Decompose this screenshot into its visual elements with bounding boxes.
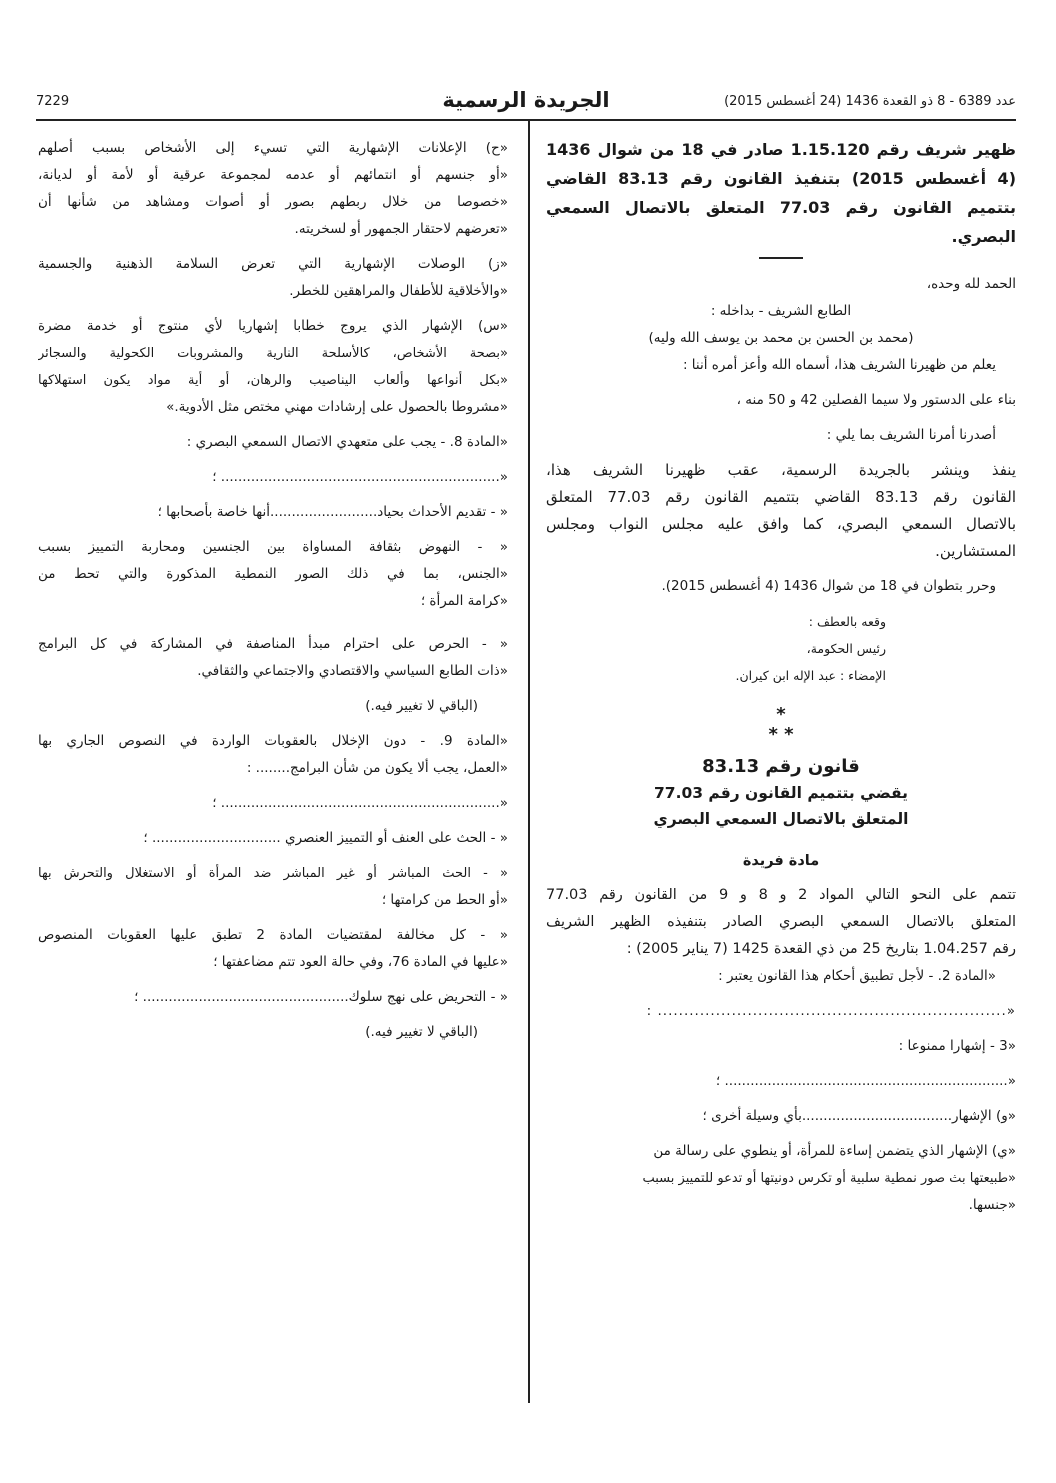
- seal-name: (محمد بن الحسن بن محمد بن يوسف الله وليه): [648, 330, 914, 346]
- gender-equality-line: « - النهوض بثقافة المساواة بين الجنسين ومحاربة التمييز بسبب: [38, 539, 508, 555]
- praise-line: الحمد لله وحده،: [926, 276, 1016, 292]
- written-at: وحرر بتطوان في 18 من شوال 1436 (4 أغسطس 2015).: [661, 578, 996, 594]
- separator-rule: [759, 257, 803, 259]
- unchanged-note: (الباقي لا تغيير فيه.): [365, 1024, 478, 1040]
- head-of-government: رئيس الحكومة،: [806, 641, 886, 656]
- present-events-line: « - تقديم الأحداث بحياد.........................أنها خاصة بأصحابها ؛: [157, 504, 508, 520]
- gender-equality-line: «كرامة المرأة ؛: [420, 593, 508, 609]
- enact-paragraph-line: ينفذ وينشر بالجريدة الرسمية، عقب ظهيرنا الشريف هذا،: [546, 461, 1016, 479]
- dahir-title-line: (4 أغسطس 2015) بتنفيذ القانون رقم 83.13 القاضي: [546, 169, 1016, 188]
- law-title: قانون رقم 83.13: [702, 756, 860, 777]
- gender-equality-line: «الجنس، بما في ذلك الصور النمطية المذكورة والتي تحط من: [38, 566, 508, 582]
- issued-line: أصدرنا أمرنا الشريف بما يلي :: [826, 427, 996, 443]
- signature-line: الإمضاء : عبد الإله ابن كيران.: [735, 668, 886, 683]
- item-y-line: «طبيعتها بث صور نمطية سلبية أو تكرس دونيتها أو تدعو للتمييز بسبب: [642, 1171, 1016, 1186]
- item-h-line: «ح) الإعلانات الإشهارية التي تسيء إلى الأشخاص بسبب أصلهم: [38, 140, 508, 156]
- issue-info: عدد 6389 - 8 ذو القعدة 1436 (24 أغسطس 2015): [724, 94, 1016, 109]
- enact-paragraph-line: القانون رقم 83.13 القاضي بتتميم القانون رقم 77.03 المتعلق: [546, 488, 1016, 506]
- ellipsis-line: «................................................................. ؛: [212, 469, 508, 485]
- dahir-title-line: بتتميم القانون رقم 77.03 المتعلق بالاتصال السمعي: [546, 198, 1016, 217]
- item-z-line: «ز) الوصلات الإشهارية التي تعرض السلامة الذهنية والجسمية: [38, 256, 508, 272]
- ellipsis-line: «................................................................. ؛: [212, 795, 508, 811]
- enact-paragraph-line: بالاتصال السمعي البصري، كما وافق عليه مجلس النواب ومجلس: [546, 515, 1016, 533]
- law-subtitle: يقضي بتتميم القانون رقم 77.03: [654, 784, 908, 802]
- item-h-line: «خصوصا من خلال ربطهم بصور أو أصوات ومشاهد من شأنها أن: [38, 194, 508, 210]
- header-rule: [36, 119, 1016, 121]
- unchanged-note: (الباقي لا تغيير فيه.): [365, 698, 478, 714]
- column-divider: [528, 121, 530, 1403]
- item-s-line: «بصحة الأشخاص، كالأسلحة النارية والمشروبات الكحولية والسجائر: [38, 346, 508, 361]
- law-subtitle: المتعلق بالاتصال السمعي البصري: [653, 810, 909, 828]
- countersigned-label: وقعه بالعطف :: [808, 614, 886, 629]
- item-3: «3 - إشهارا ممنوعا :: [898, 1038, 1016, 1054]
- article-intro-line: رقم 1.04.257 بتاريخ 25 من ذي القعدة 1425 (7 يناير 2005) :: [626, 941, 1016, 957]
- article-intro-line: المتعلق بالاتصال السمعي البصري الصادر بتنفيذه الظهير الشريف: [546, 914, 1016, 930]
- item-s-line: «س) الإشهار الذي يروج خطابا إشهاريا لأي منتوج أو خدمة مضرة: [38, 318, 508, 334]
- ellipsis-line: «.................................................................. ؛: [715, 1073, 1016, 1089]
- running-header: [36, 90, 1016, 120]
- incite-women-line: « - الحث المباشر أو غير المباشر ضد المرأة أو الاستغلال والتحرش بها: [38, 866, 508, 881]
- article-2-heading: «المادة 2. - لأجل تطبيق أحكام هذا القانون يعتبر :: [718, 968, 996, 984]
- violence-line: « - الحث على العنف أو التمييز العنصري .............................. ؛: [143, 830, 508, 846]
- article-9-line: «المادة 9. - دون الإخلال بالعقوبات الواردة في النصوص الجاري بها: [38, 733, 508, 749]
- seal-intro: الطابع الشريف - بداخله :: [710, 303, 852, 319]
- article-intro-line: تتمم على النحو التالي المواد 2 و 8 و 9 من القانون رقم 77.03: [546, 887, 1016, 903]
- ellipsis-line: «.................................................................. :: [646, 1003, 1016, 1019]
- behaviour-line: « - التحريض على نهج سلوك................................................ ؛: [134, 989, 508, 1005]
- item-s-line: «مشروطا بالحصول على إرشادات مهني مختص مثل الأدوية.»: [166, 399, 508, 415]
- penalty-line: «عليها في المادة 76، وفي حالة العود تتم مضاعفتها ؛: [213, 954, 508, 970]
- parity-line: «ذات الطابع السياسي والاقتصادي والاجتماعي والثقافي.: [197, 663, 508, 679]
- dahir-title-line: البصري.: [951, 227, 1016, 246]
- item-h-line: «تعرضهم لاحتقار الجمهور أو لسخريته.: [294, 221, 508, 237]
- dahir-title-line: ظهير شريف رقم 1.15.120 صادر في 18 من شوال 1436: [546, 140, 1016, 159]
- penalty-line: « - كل مخالفة لمقتضيات المادة 2 تطبق عليها العقوبات المنصوص: [38, 927, 508, 943]
- article-9-line: «العمل، يجب ألا يكون من شأن البرامج........ :: [246, 760, 508, 776]
- know-line: يعلم من ظهيرنا الشريف هذا، أسماه الله وأعز أمره أننا :: [682, 357, 996, 373]
- page-number: 7229: [36, 94, 70, 109]
- article-8-heading: «المادة 8. - يجب على متعهدي الاتصال السمعي البصري :: [186, 434, 508, 450]
- item-y-line: «جنسها.: [968, 1197, 1016, 1213]
- ornament-stars: *: [776, 704, 786, 725]
- incite-women-line: «أو الحط من كرامتها ؛: [381, 892, 508, 908]
- based-on-line: بناء على الدستور ولا سيما الفصلين 42 و 50 منه ،: [736, 392, 1016, 408]
- ornament-stars: * *: [768, 724, 794, 745]
- item-h-line: «أو جنسهم أو انتمائهم أو عدمه لمجموعة عرقية أو لأمة أو لديانة،: [38, 167, 508, 183]
- gazette-title: الجريدة الرسمية: [442, 88, 610, 112]
- left-column: [38, 135, 508, 1046]
- single-article-heading: مادة فريدة: [742, 853, 820, 869]
- item-s-line: «بكل أنواعها وألعاب اليناصيب والرهان، أو أية مواد يكون استهلاكها: [38, 373, 508, 388]
- item-z-line: «والأخلاقية للأطفال والمراهقين للخطر.: [289, 283, 508, 299]
- right-column: [546, 135, 1016, 1219]
- item-y-line: «ي) الإشهار الذي يتضمن إساءة للمرأة، أو ينطوي على رسالة من: [653, 1143, 1016, 1159]
- parity-line: « - الحرص على احترام مبدأ المناصفة في المشاركة في كل البرامج: [38, 636, 508, 652]
- item-w: «و) الإشهار...................................بأي وسيلة أخرى ؛: [702, 1108, 1016, 1124]
- enact-paragraph-line: المستشارين.: [935, 542, 1016, 560]
